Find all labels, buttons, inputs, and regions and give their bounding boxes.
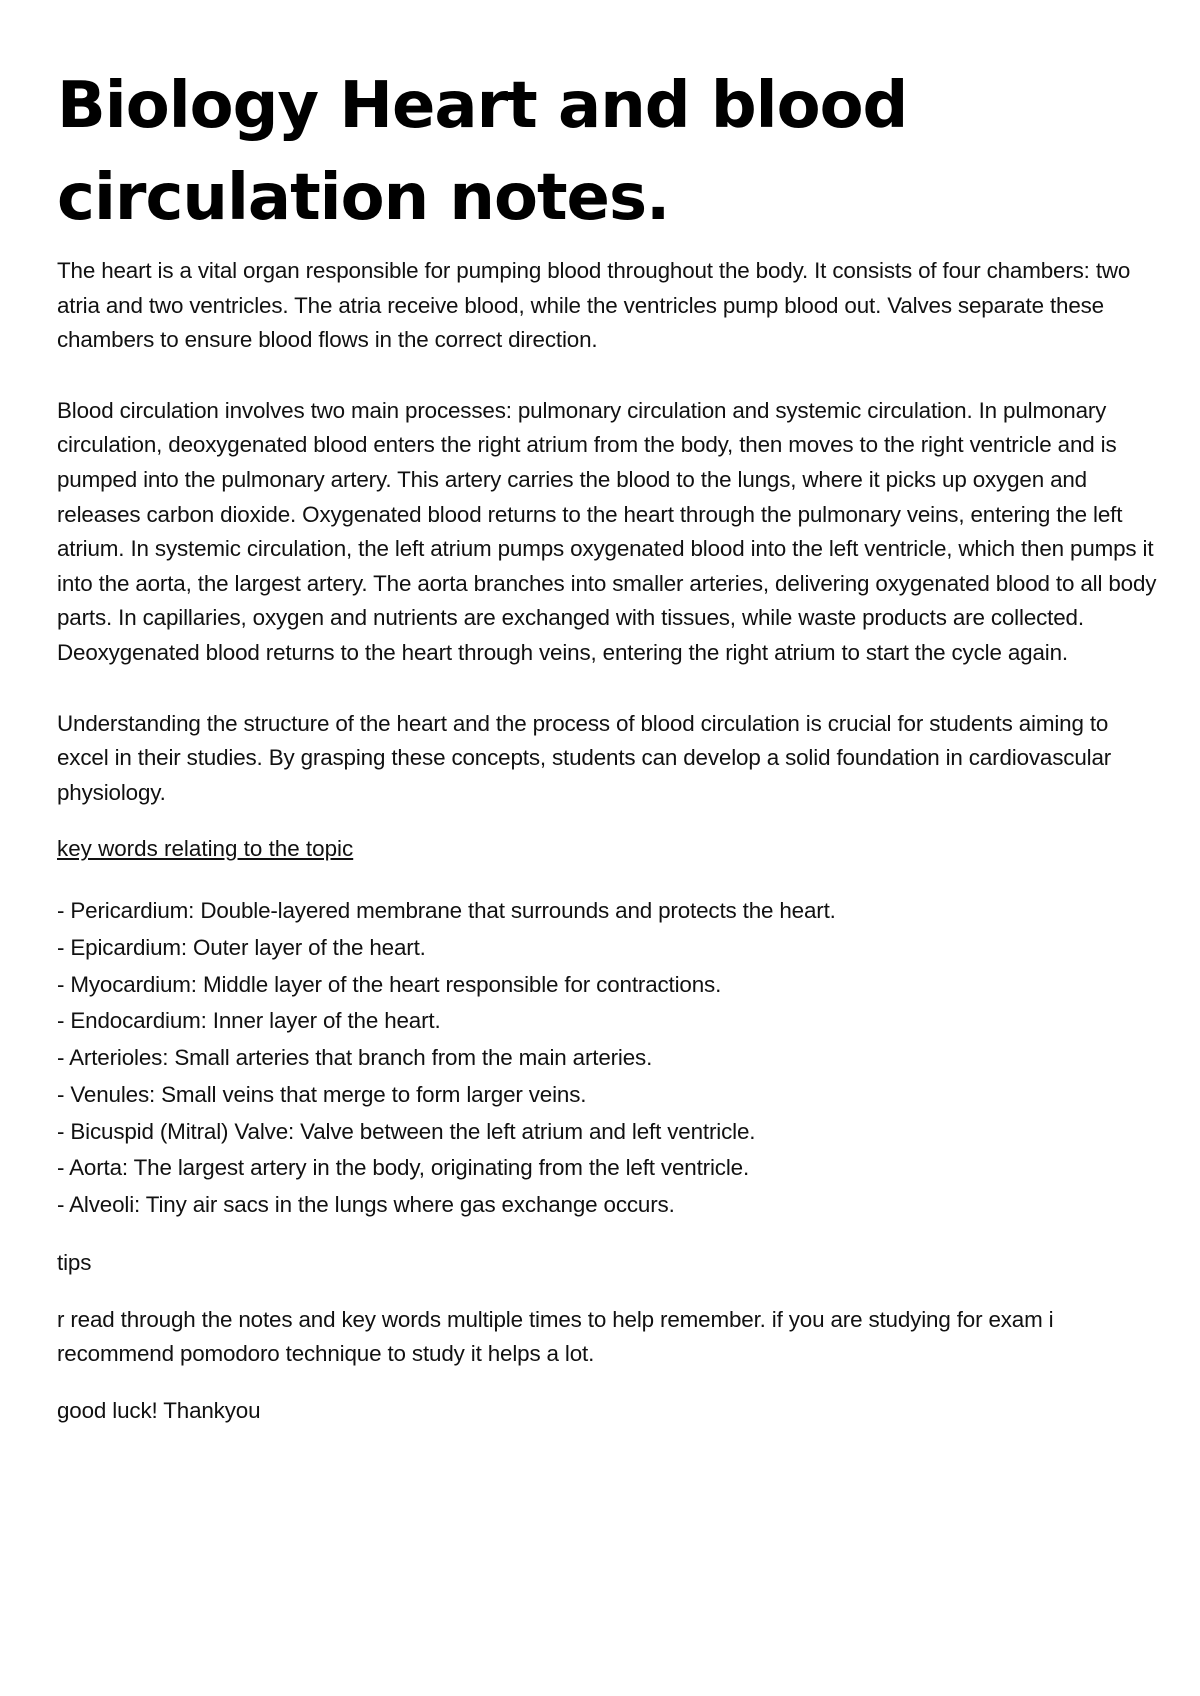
tips-heading: tips <box>57 1250 92 1276</box>
document-title: Biology Heart and blood circulation notes. <box>57 69 908 235</box>
keyword-item: - Alveoli: Tiny air sacs in the lungs where gas exchange occurs. <box>57 1192 675 1218</box>
keyword-item: - Pericardium: Double-layered membrane that surrounds and protects the heart. <box>57 897 836 923</box>
keyword-item: - Myocardium: Middle layer of the heart responsible for contractions. <box>57 971 722 997</box>
paragraph-understanding: Understanding the structure of the heart and the process of blood circulation is crucial for students aiming to excel in their studies. By grasping these concepts, students can develop a solid foundation in cardiovascular physiology. <box>57 710 1112 805</box>
keyword-item: - Aorta: The largest artery in the body, originating from the left ventricle. <box>57 1155 750 1181</box>
paragraph-heart-overview: The heart is a vital organ responsible for pumping blood throughout the body. It consists of four chambers: two atria and two ventricles. The atria receive blood, while the ventricles pump blood out. Valves separate these chambers to ensure blood flows in the correct direction. <box>57 258 1131 353</box>
keyword-item: - Epicardium: Outer layer of the heart. <box>57 934 426 960</box>
keyword-item: - Endocardium: Inner layer of the heart. <box>57 1008 441 1034</box>
signoff-text: good luck! Thankyou <box>57 1397 261 1423</box>
keywords-heading: key words relating to the topic <box>57 836 354 862</box>
keyword-item: - Arterioles: Small arteries that branch from the main arteries. <box>57 1045 653 1071</box>
document-page <box>57 60 1162 1428</box>
keyword-item: - Bicuspid (Mitral) Valve: Valve between the left atrium and left ventricle. <box>57 1118 756 1144</box>
tips-text: r read through the notes and key words multiple times to help remember. if you are studying for exam i recommend pomodoro technique to study it helps a lot. <box>57 1306 1054 1367</box>
keywords-list <box>57 893 1162 1224</box>
paragraph-blood-circulation: Blood circulation involves two main processes: pulmonary circulation and systemic circulation. In pulmonary circulation, deoxygenated blood enters the right atrium from the body, then moves to the right ventricle and is pumped into the pulmonary artery. This artery carries the blood to the lungs, where it picks up oxygen and releases carbon dioxide. Oxygenated blood returns to the heart through the pulmonary veins, entering the left atrium. In systemic circulation, the left atrium pumps oxygenated blood into the left ventricle, which then pumps it into the aorta, the largest artery. The aorta branches into smaller arteries, delivering oxygenated blood to all body parts. In capillaries, oxygen and nutrients are exchanged with tissues, while waste products are collected. Deoxygenated blood returns to the heart through veins, entering the right atrium to start the cycle again. <box>57 397 1157 665</box>
keyword-item: - Venules: Small veins that merge to form larger veins. <box>57 1081 587 1107</box>
